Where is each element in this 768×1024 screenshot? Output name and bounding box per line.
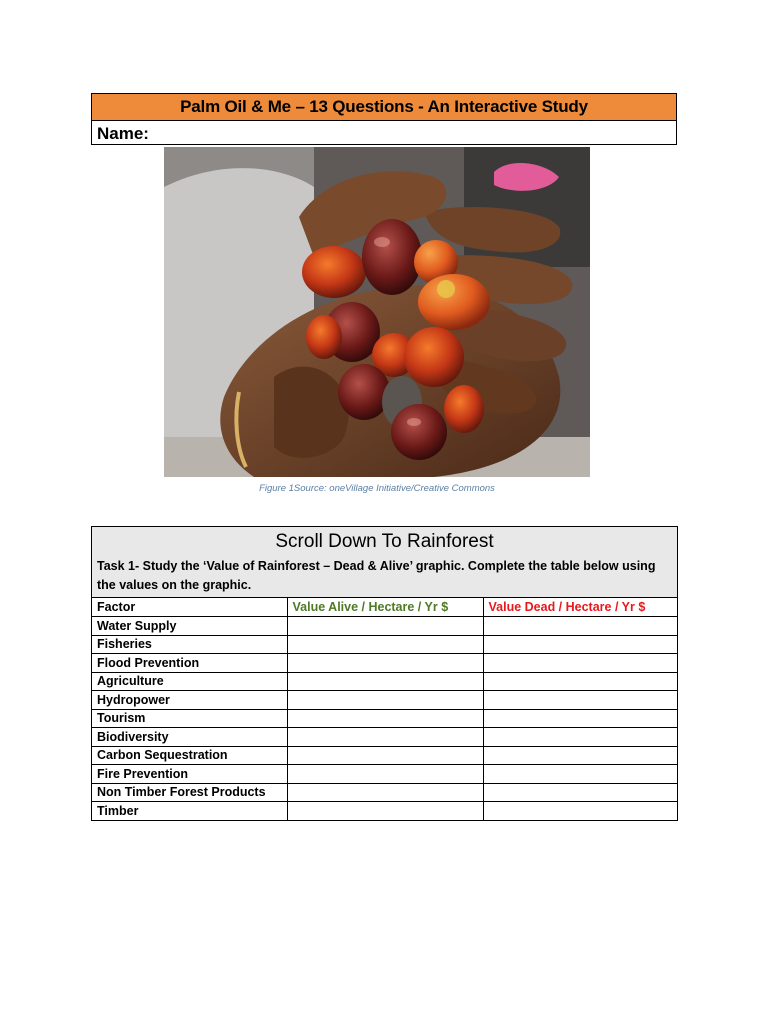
value-alive-cell[interactable] [287,746,483,765]
factor-cell: Tourism [92,709,287,728]
table-header-row [92,598,677,617]
value-alive-cell[interactable] [287,765,483,784]
task-title: Scroll Down To Rainforest [275,531,494,552]
task-header [92,527,677,598]
page-title: Palm Oil & Me – 13 Questions - An Interactive Study [92,94,676,121]
table-row [92,672,677,691]
name-label: Name: [97,123,149,143]
value-alive-cell[interactable] [287,654,483,673]
palm-fruit-photo [164,147,590,477]
table-row [92,802,677,821]
table-row [92,709,677,728]
value-dead-cell[interactable] [483,746,677,765]
value-alive-cell[interactable] [287,617,483,636]
header-value-dead: Value Dead / Hectare / Yr $ [483,598,677,617]
task-instruction: Task 1- Study the ‘Value of Rainforest – Dead & Alive’ graphic. Complete the table below using the values on the graphic. [97,559,656,592]
value-dead-cell[interactable] [483,635,677,654]
table-row [92,635,677,654]
value-alive-cell[interactable] [287,802,483,821]
figure-caption: Figure 1Source: oneVillage Initiative/Creative Commons [259,483,495,494]
value-alive-cell[interactable] [287,728,483,747]
value-alive-cell[interactable] [287,691,483,710]
value-dead-cell[interactable] [483,672,677,691]
factor-cell: Non Timber Forest Products [92,783,287,802]
factor-cell: Fisheries [92,635,287,654]
value-alive-cell[interactable] [287,672,483,691]
factor-cell: Agriculture [92,672,287,691]
value-alive-cell[interactable] [287,783,483,802]
factor-cell: Hydropower [92,691,287,710]
name-field[interactable] [92,121,676,146]
table-row [92,617,677,636]
table-row [92,691,677,710]
factor-cell: Carbon Sequestration [92,746,287,765]
factor-cell: Fire Prevention [92,765,287,784]
value-dead-cell[interactable] [483,802,677,821]
table-row [92,783,677,802]
table-row [92,746,677,765]
value-dead-cell[interactable] [483,617,677,636]
factor-cell: Timber [92,802,287,821]
table-row [92,728,677,747]
value-dead-cell[interactable] [483,691,677,710]
title-box [91,93,677,145]
header-value-alive: Value Alive / Hectare / Yr $ [287,598,483,617]
table-row [92,765,677,784]
task-box [91,526,678,821]
factor-cell: Water Supply [92,617,287,636]
value-dead-cell[interactable] [483,654,677,673]
value-dead-cell[interactable] [483,765,677,784]
values-table [92,598,677,820]
table-row [92,654,677,673]
header-factor: Factor [92,598,287,617]
value-dead-cell[interactable] [483,728,677,747]
value-dead-cell[interactable] [483,709,677,728]
factor-cell: Flood Prevention [92,654,287,673]
value-alive-cell[interactable] [287,709,483,728]
factor-cell: Biodiversity [92,728,287,747]
value-alive-cell[interactable] [287,635,483,654]
value-dead-cell[interactable] [483,783,677,802]
